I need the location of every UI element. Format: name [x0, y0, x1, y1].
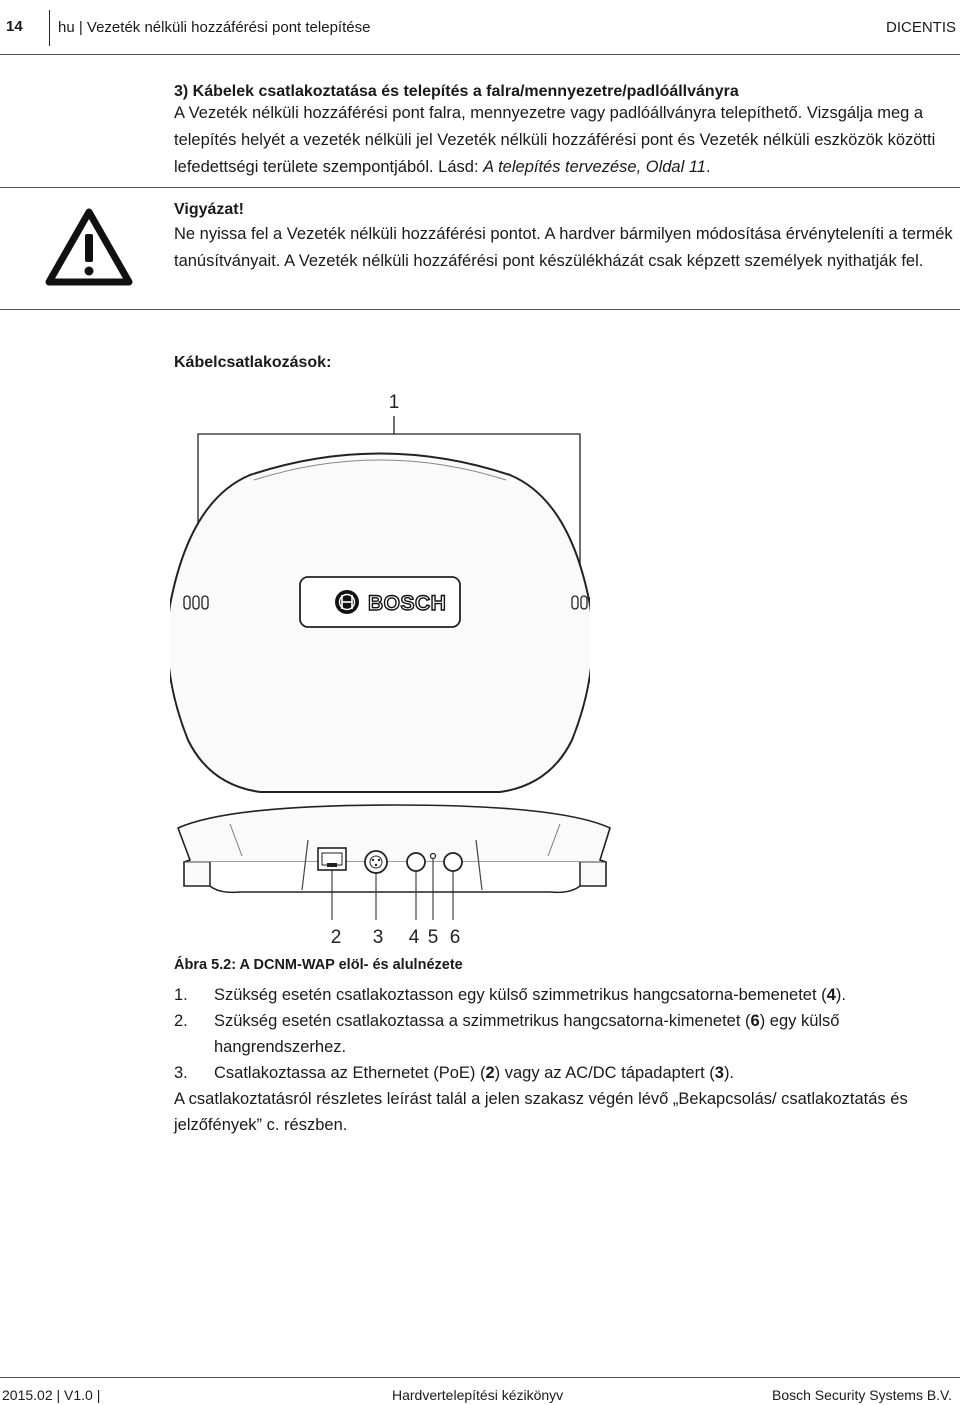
callout-3: 3 [372, 927, 384, 948]
footer-version: 2015.02 | V1.0 | [2, 1387, 101, 1403]
list-item-number: 3. [174, 1064, 188, 1082]
footer-rule [0, 1377, 960, 1378]
callout-1: 1 [388, 392, 400, 413]
status-led-icon [431, 854, 436, 859]
list-item-number: 1. [174, 986, 188, 1004]
warning-text: Ne nyissa fel a Vezeték nélküli hozzáférési pontot. A hardver bármilyen módosítása érvényteleníti a termék tanúsítványait. A Vezeték nélküli hozzáférési pont készülékházát csak képzett személyek nyithatják fel. [174, 225, 953, 270]
list-item [174, 1060, 956, 1086]
header-rule [0, 54, 960, 55]
device-front-view [170, 800, 620, 955]
callout-4: 4 [408, 927, 420, 948]
warning-title: Vigyázat! [174, 201, 244, 218]
footer-version-number: V1.0 [64, 1387, 93, 1403]
audio-output-jack-icon [444, 853, 462, 871]
list-item [174, 1008, 956, 1060]
section-title: 3) Kábelek csatlakoztatása és telepítés a falra/mennyezetre/padlóállványra [174, 83, 739, 100]
callout-6: 6 [449, 927, 461, 948]
instruction-list [174, 982, 956, 1086]
list-item-text-end: ). [835, 986, 846, 1004]
brand-logo-text: BOSCH [368, 592, 447, 615]
header-divider [49, 10, 50, 46]
footer-manual-title: Hardvertelepítési kézikönyv [392, 1387, 564, 1403]
list-item-text: Szükség esetén csatlakoztassa a szimmetrikus hangcsatorna-kimenetet ( [214, 1012, 751, 1030]
list-item-text-end: ). [723, 1064, 735, 1082]
list-item-number: 2. [174, 1012, 188, 1030]
footer-date: 2015.02 [2, 1387, 53, 1403]
list-item-ref: 2 [485, 1064, 495, 1082]
callout-5: 5 [427, 927, 439, 948]
connections-heading: Kábelcsatlakozások: [174, 354, 332, 371]
list-item-ref-2: 3 [714, 1064, 724, 1082]
cross-reference-link[interactable]: A telepítés tervezése, Oldal 11 [483, 158, 706, 176]
bosch-logo-icon [335, 590, 359, 614]
audio-input-jack-icon [407, 853, 425, 871]
list-item-ref: 6 [750, 1012, 760, 1030]
callout-2: 2 [330, 927, 342, 948]
header-product: DICENTIS [885, 19, 956, 36]
section-paragraph-main: A Vezeték nélküli hozzáférési pont falra, mennyezetre vagy padlóállványra telepíthető. Vizsgálja meg a telepítés helyét a vezeték nélküli jel Vezeték nélküli hozzáférési pont és Vezeték nélküli eszközök közötti lefedettségi területe szempontjából. Lásd: [174, 104, 936, 176]
figure-caption: Ábra 5.2: A DCNM-WAP elöl- és alulnézete [174, 957, 463, 973]
list-item-text-end: ) egy külső hangrendszerhez. [214, 1012, 840, 1056]
section-paragraph [174, 100, 956, 181]
section-paragraph-end: . [705, 158, 711, 176]
footer-company: Bosch Security Systems B.V. [772, 1387, 952, 1403]
power-connector-icon [365, 851, 387, 873]
list-item-text: Szükség esetén csatlakoztasson egy külső szimmetrikus hangcsatorna-bemenetet ( [214, 986, 827, 1004]
ethernet-port-icon [318, 848, 346, 870]
warning-rule-top [0, 187, 960, 188]
warning-rule-bottom [0, 309, 960, 310]
closing-paragraph: A csatlakoztatásról részletes leírást talál a jelen szakasz végén lévő „Bekapcsolás/ csatlakoztatás és jelzőfények” c. részben. [174, 1090, 908, 1134]
header-section-title: hu | Vezeték nélküli hozzáférési pont telepítése [58, 19, 371, 36]
list-item-text-mid: ) vagy az AC/DC tápadaptert ( [494, 1064, 715, 1082]
list-item [174, 982, 956, 1008]
page-number: 14 [6, 18, 23, 35]
warning-icon [44, 206, 134, 288]
list-item-text: Csatlakoztassa az Ethernetet (PoE) ( [214, 1064, 486, 1082]
device-top-view [170, 380, 590, 800]
list-item-ref: 4 [826, 986, 836, 1004]
